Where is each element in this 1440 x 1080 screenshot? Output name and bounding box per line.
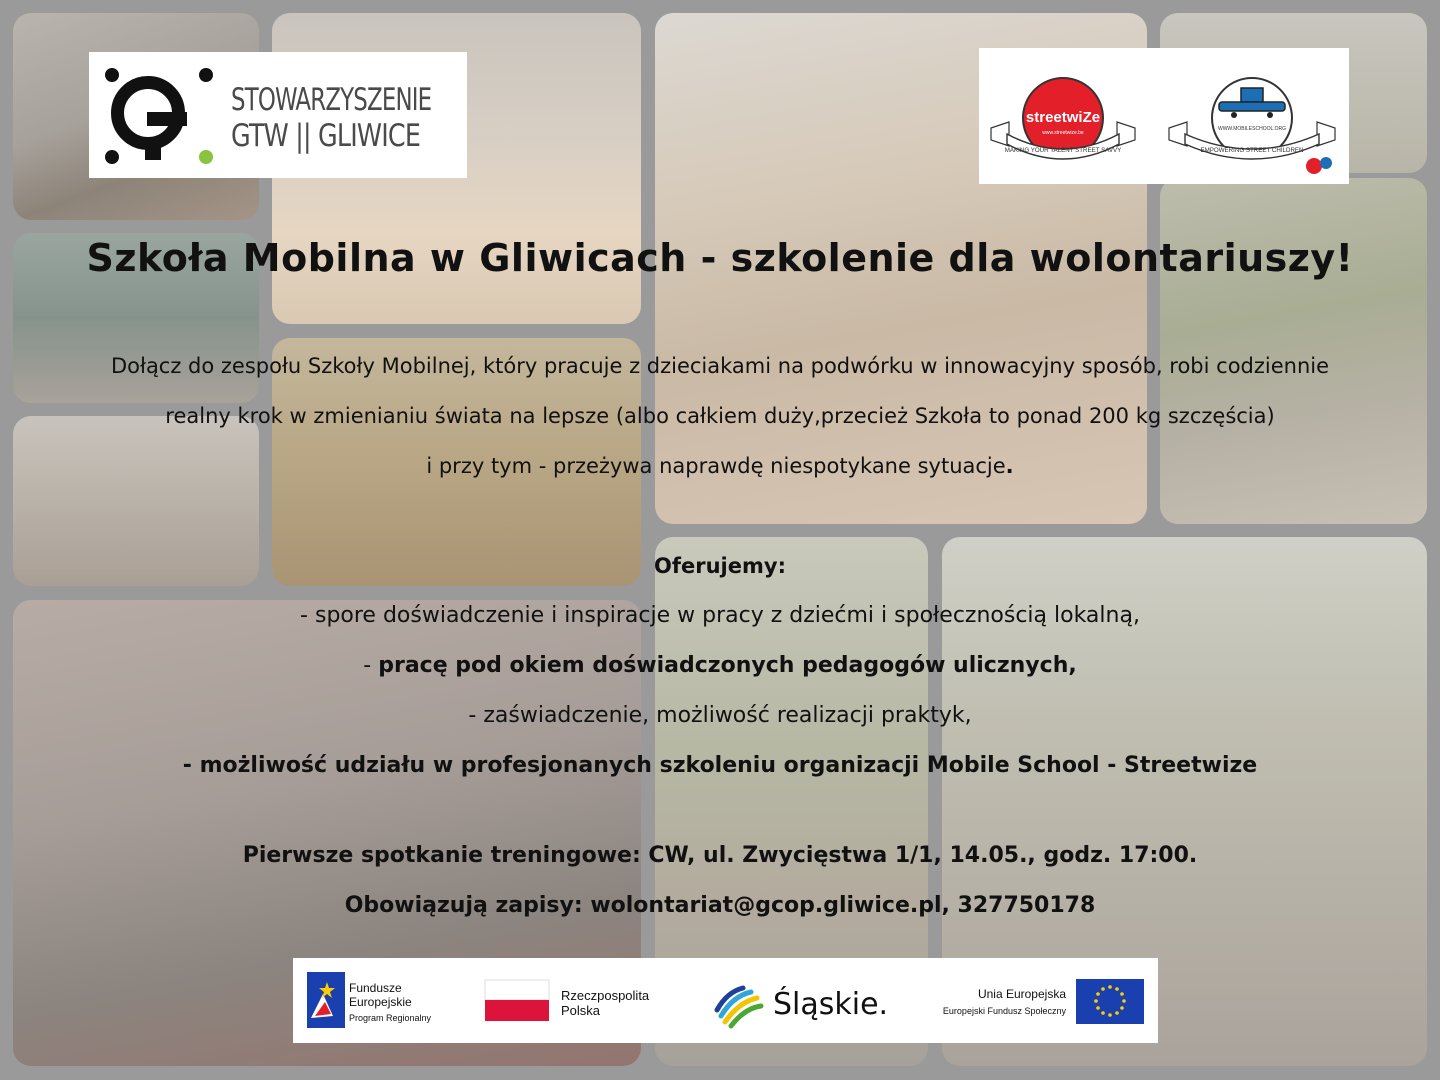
intro-line-2: realny krok w zmienianiu świata na lepsze (albo całkiem duży,przecież Szkoła to ponad 200 kg szczęścia) (165, 404, 1275, 428)
svg-text:Rzeczpospolita: Rzeczpospolita (561, 988, 650, 1003)
offer-item-3: - zaświadczenie, możliwość realizacji praktyk, (468, 703, 972, 728)
svg-text:Program Regionalny: Program Regionalny (349, 1013, 432, 1023)
offer-item-2: - pracę pod okiem doświadczonych pedagogów ulicznych, (363, 653, 1077, 678)
meeting-info: Pierwsze spotkanie treningowe: CW, ul. Zwycięstwa 1/1, 14.05., godz. 17:00. (242, 843, 1198, 868)
poland-flag-icon (485, 980, 549, 1000)
partner-logos (979, 48, 1349, 184)
svg-text:streetwiZe: streetwiZe (1025, 109, 1101, 126)
svg-text:WWW.MOBILESCHOOL.ORG: WWW.MOBILESCHOOL.ORG (1217, 126, 1287, 132)
offer-item-1: - spore doświadczenie i inspiracje w pracy z dziećmi i społecznością lokalną, (300, 603, 1140, 628)
intro-line-1: Dołącz do zespołu Szkoły Mobilnej, który pracuje z dzieciakami na podwórku w innowacyjny sposób, robi codziennie (110, 354, 1330, 378)
svg-text:Polska: Polska (561, 1003, 601, 1018)
svg-text:EMPOWERING STREET CHILDREN: EMPOWERING STREET CHILDREN (1200, 147, 1304, 154)
svg-text:MAKING YOUR TALENT STREET SAVV: MAKING YOUR TALENT STREET SAVVY (1004, 147, 1122, 154)
svg-text:Europejski Fundusz Społeczny: Europejski Fundusz Społeczny (942, 1006, 1066, 1016)
fundusze-europejskie-icon (307, 972, 345, 1028)
funders-bar (293, 958, 1158, 1043)
offer-item-4: - możliwość udziału w profesjonanych szkoleniu organizacji Mobile School - Streetwize (182, 753, 1258, 778)
svg-text:Unia Europejska: Unia Europejska (977, 987, 1066, 1001)
page-title: Szkoła Mobilna w Gliwicach - szkolenie dla wolontariuszy! (86, 236, 1354, 280)
gtw-logo-line2: GTW || GLIWICE (231, 118, 421, 154)
svg-text:Europejskie: Europejskie (349, 995, 412, 1009)
svg-text:Fundusze: Fundusze (349, 981, 402, 995)
funders-logos (293, 958, 1158, 1043)
partner-logos-graphic (979, 48, 1349, 184)
signup-info: Obowiązują zapisy: wolontariat@gcop.gliwice.pl, 327750178 (344, 893, 1096, 918)
svg-text:www.streetwize.be: www.streetwize.be (1042, 130, 1084, 136)
intro-line-3: i przy tym - przeżywa naprawdę niespotykane sytuacje. (426, 454, 1014, 478)
svg-text:Śląskie.: Śląskie. (773, 987, 889, 1022)
slaskie-logo-icon (717, 988, 761, 1026)
gtw-logo-line1: STOWARZYSZENIE (231, 82, 432, 118)
gtw-logo (89, 52, 467, 178)
offer-heading: Oferujemy: (654, 554, 786, 578)
